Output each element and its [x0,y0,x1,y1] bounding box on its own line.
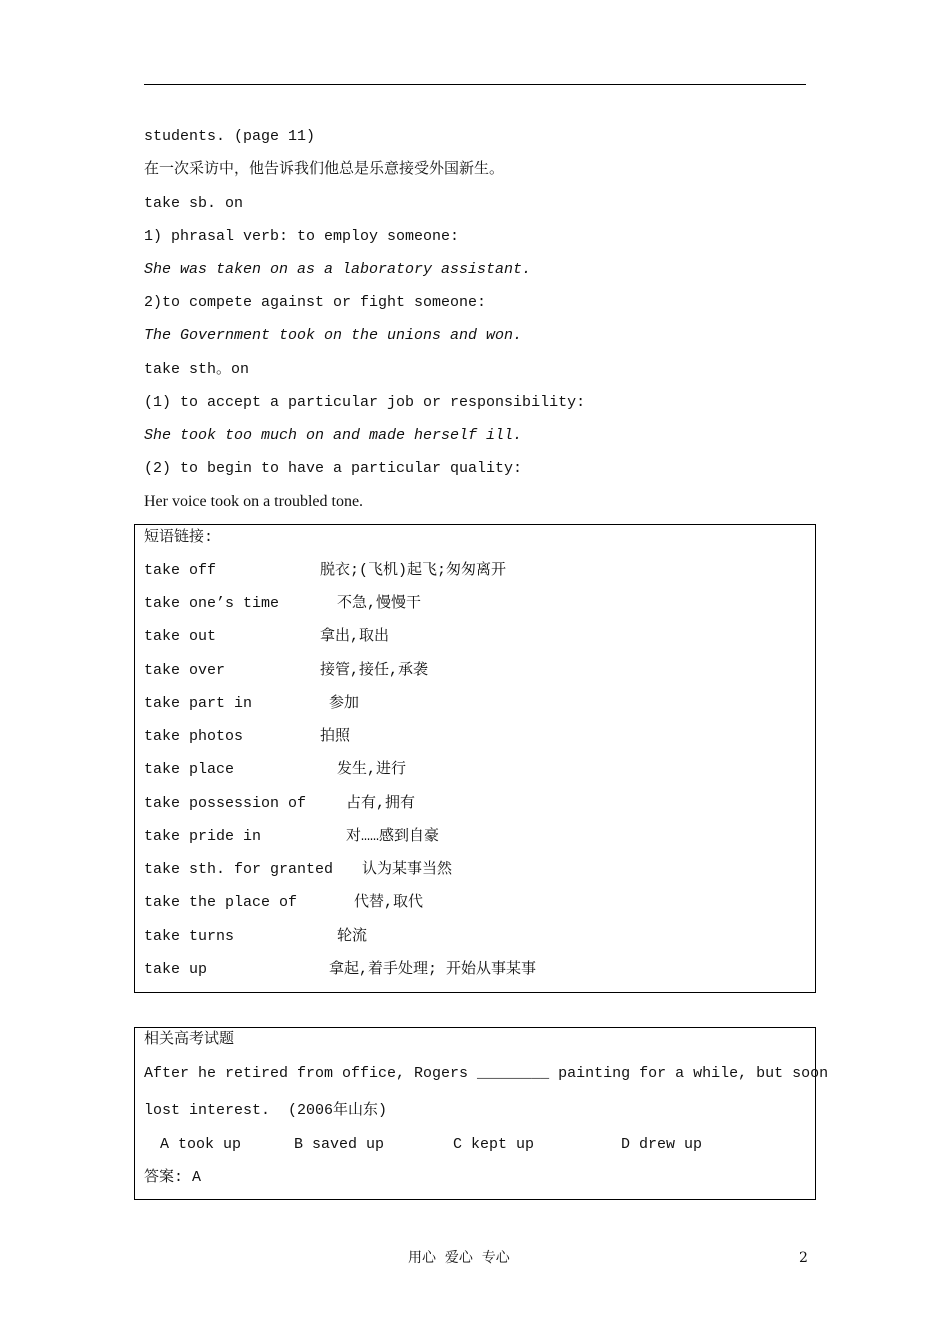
phrase-item [144,794,744,814]
phrase-item [144,960,744,980]
phrase-zh: 脱衣;(飞机)起飞;匆匆离开 [320,562,507,579]
phrase-zh: 认为某事当然 [362,861,453,878]
exam-question-line-1: After he retired from office, Rogers ________ painting for a while, but soon [144,1065,829,1082]
exam-option-d: D drew up [621,1136,703,1153]
phrase-item [144,594,744,614]
phrase-en: take one’s time [144,595,280,612]
phrase-item [144,627,744,647]
text-line-9: (1) to accept a particular job or responsibility: [144,394,586,411]
footer-motto: 用心 爱心 专心 [408,1250,510,1266]
phrase-zh: 接管,接任,承袭 [320,662,429,679]
text-line-4: 1) phrasal verb: to employ someone: [144,228,460,245]
phrase-item [144,694,744,714]
phrase-zh: 拿出,取出 [320,628,390,645]
phrase-item [144,927,744,947]
phrase-item [144,561,744,581]
text-line-1: students. (page 11) [144,128,316,145]
exam-title: 相关高考试题 [144,1031,235,1048]
example-sentence-4: Her voice took on a troubled tone. [144,493,364,510]
exam-option-a: A took up [160,1136,242,1153]
phrase-zh: 对……感到自豪 [346,828,440,845]
example-sentence-3: She took too much on and made herself ill. [144,427,523,444]
page-number: 2 [799,1250,808,1266]
phrase-zh: 参加 [329,695,360,712]
phrase-en: take out [144,628,217,645]
phrase-zh: 发生,进行 [337,761,407,778]
phrase-en: take off [144,562,217,579]
example-sentence-1: She was taken on as a laboratory assistant. [144,261,532,278]
phrase-item [144,860,744,880]
phrase-en: take over [144,662,226,679]
phrase-item [144,760,744,780]
phrase-zh: 不急,慢慢干 [337,595,422,612]
phrase-en: take sth. for granted [144,861,334,878]
phrase-item [144,893,744,913]
phrase-en: take part in [144,695,253,712]
phrase-zh: 代替,取代 [354,894,424,911]
text-line-8: take sth。on [144,361,250,378]
phrase-zh: 轮流 [337,928,368,945]
exam-answer: 答案: A [144,1169,202,1186]
phrase-en: take turns [144,928,235,945]
phrase-links-title: 短语链接: [144,529,214,546]
exam-option-b: B saved up [294,1136,385,1153]
example-sentence-2: The Government took on the unions and won. [144,327,523,344]
phrase-zh: 占有,拥有 [346,795,416,812]
phrase-zh: 拍照 [320,728,351,745]
phrase-item [144,727,744,747]
exam-question-line-2: lost interest. (2006年山东) [144,1102,388,1119]
header-rule [144,84,806,85]
phrase-en: take photos [144,728,244,745]
phrase-en: take possession of [144,795,307,812]
phrase-item [144,661,744,681]
exam-option-c: C kept up [453,1136,535,1153]
phrase-en: take pride in [144,828,262,845]
phrase-en: take the place of [144,894,298,911]
text-line-2-chinese-translation: 在一次采访中，他告诉我们他总是乐意接受外国新生。 [144,161,505,178]
phrase-zh: 拿起,着手处理; 开始从事某事 [329,961,537,978]
text-line-11: (2) to begin to have a particular quality: [144,460,523,477]
phrase-en: take up [144,961,208,978]
phrase-item [144,827,744,847]
text-line-6: 2)to compete against or fight someone: [144,294,487,311]
text-line-3: take sb. on [144,195,244,212]
phrase-en: take place [144,761,235,778]
